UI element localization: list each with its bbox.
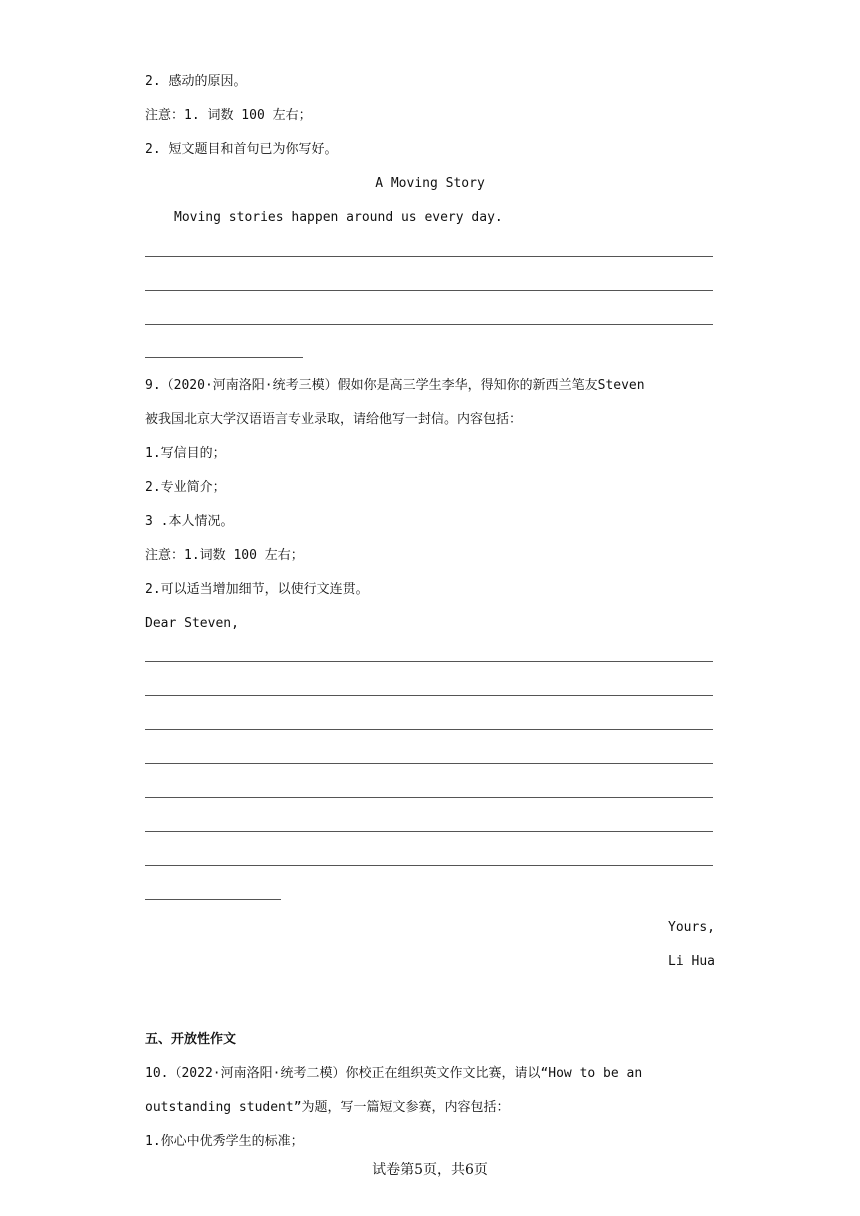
q9-note-2: 2.可以适当增加细节，以使行文连贯。 bbox=[145, 582, 369, 597]
q10-item-1: 1.你心中优秀学生的标准； bbox=[145, 1134, 304, 1149]
q10-prompt-line-2: outstanding student”为题，写一篇短文参赛，内容包括： bbox=[145, 1100, 510, 1115]
answer-line bbox=[145, 831, 713, 832]
prev-item-2: 2. 感动的原因。 bbox=[145, 74, 247, 89]
answer-line-short bbox=[145, 357, 303, 358]
essay-first-sentence: Moving stories happen around us every day. bbox=[174, 210, 503, 225]
q9-item-1: 1.写信目的； bbox=[145, 446, 226, 461]
q9-item-3: 3 .本人情况。 bbox=[145, 514, 234, 529]
q9-closing: Yours, bbox=[668, 920, 715, 935]
answer-line bbox=[145, 256, 713, 257]
q10-prompt-line-1: 10.（2022·河南洛阳·统考二模）你校正在组织英文作文比赛，请以“How to be an bbox=[145, 1066, 643, 1081]
answer-line bbox=[145, 324, 713, 325]
page-footer: 试卷第5页，共6页 bbox=[372, 1162, 488, 1178]
q9-prompt-line-1: 9.（2020·河南洛阳·统考三模）假如你是高三学生李华，得知你的新西兰笔友Steven bbox=[145, 378, 645, 393]
q9-item-2: 2.专业简介； bbox=[145, 480, 226, 495]
answer-line bbox=[145, 290, 713, 291]
answer-line bbox=[145, 695, 713, 696]
answer-line bbox=[145, 865, 713, 866]
section-heading: 五、开放性作文 bbox=[145, 1032, 237, 1047]
answer-line bbox=[145, 763, 713, 764]
q9-signature: Li Hua bbox=[668, 954, 715, 969]
answer-line-short bbox=[145, 899, 281, 900]
q9-prompt-line-2: 被我国北京大学汉语语言专业录取，请给他写一封信。内容包括： bbox=[145, 412, 523, 427]
essay-title: A Moving Story bbox=[375, 176, 485, 191]
prev-note-2: 2. 短文题目和首句已为你写好。 bbox=[145, 142, 338, 157]
answer-line bbox=[145, 729, 713, 730]
answer-line bbox=[145, 661, 713, 662]
q9-note-1: 注意：1.词数 100 左右； bbox=[145, 548, 304, 563]
answer-line bbox=[145, 797, 713, 798]
prev-note-1: 注意：1. 词数 100 左右； bbox=[145, 108, 312, 123]
q9-salutation: Dear Steven, bbox=[145, 616, 239, 631]
